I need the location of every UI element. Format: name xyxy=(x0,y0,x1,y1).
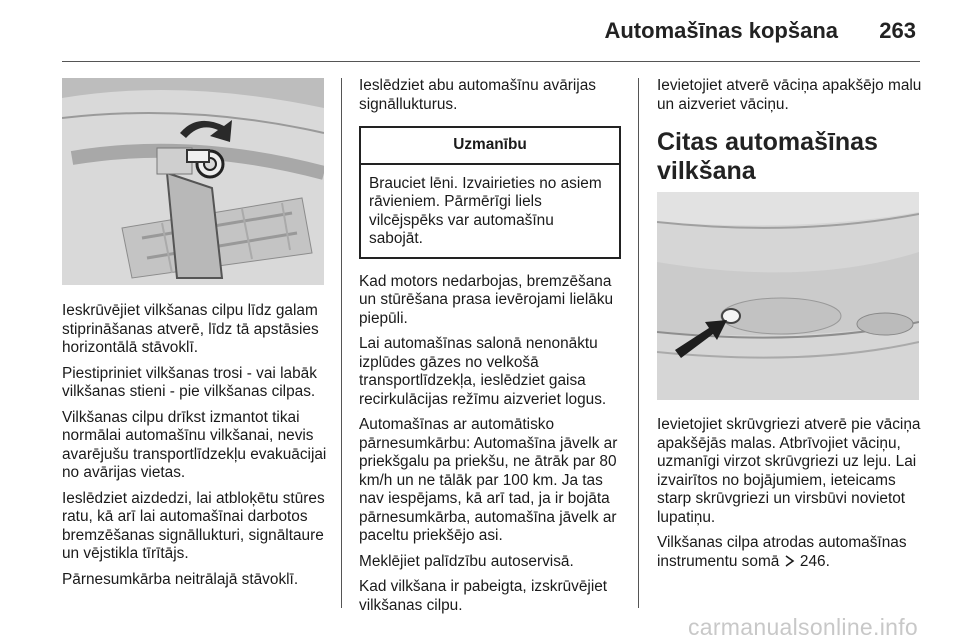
paragraph-seek-workshop: Meklējiet palīdzību autoservisā. xyxy=(359,552,574,570)
column-divider-1 xyxy=(341,78,342,608)
header-divider xyxy=(62,61,920,62)
page-number: 263 xyxy=(879,18,916,43)
towing-eye-illustration xyxy=(62,78,324,285)
text-column-2 xyxy=(359,77,627,622)
paragraph-screw-in-towing-eye: Ieskrūvējiet vilkšanas cilpu līdz galam stiprināšanas atverē, līdz tā apstāsies horizontālā stāvoklī. xyxy=(62,302,319,356)
paragraph-towing-eye-usage: Vilkšanas cilpu drīkst izmantot tikai normālai automašīnu vilkšanai, nevis avarējušu transportlīdzekļu evakuācijai no avārijas vietas. xyxy=(62,408,327,481)
caution-body: Brauciet lēni. Izvairieties no asiem rāvieniem. Pārmērīgi liels vilcējspēks var automašīnu sabojāt. xyxy=(369,174,602,247)
text-column-3 xyxy=(657,77,925,206)
paragraph-insert-screwdriver: Ievietojiet skrūvgriezi atverē pie vāciņa apakšējās malas. Atbrīvojiet vāciņu, uzmanīgi virzot skrūvgriezi uz leju. Lai izvairītos no bojājumiem, ieteicams starp skrūvgriezi un virsbūvi novietot lupatiņu. xyxy=(657,416,921,526)
text-column-3-lower xyxy=(657,416,925,578)
paragraph-attach-tow-rope: Piestipriniet vilkšanas trosi - vai labāk vilkšanas stieni - pie vilkšanas cilpas. xyxy=(62,364,317,400)
chapter-title: Automašīnas kopšana xyxy=(604,18,838,43)
paragraph-towing-eye-location xyxy=(657,534,925,571)
paragraph-air-recirculation: Lai automašīnas salonā nenonāktu izplūdes gāzes no velkošā transportlīdzekļa, ieslēdziet gaisa recirkulācijas režīmu aizveriet logus. xyxy=(359,335,607,408)
paragraph-close-cover: Ievietojiet atverē vāciņa apakšējo malu un aizveriet vāciņu. xyxy=(657,77,922,113)
column-divider-2 xyxy=(638,78,639,608)
rear-bumper-cover-illustration xyxy=(657,192,919,400)
paragraph-ignition-on: Ieslēdziet aizdedzi, lai atbloķētu stūres ratu, kā arī lai automašīnai darbotos bremzēšanas signāllukturi, signāltaure un vējstikla tīrītājs. xyxy=(62,489,325,562)
paragraph-automatic-transmission: Automašīnas ar automātisko pārnesumkārbu: Automašīna jāvelk ar priekšgalu pa priekšu, ne ātrāk par 80 km/h un ne tālāk par 100 km. Ja tas nav iespējams, kā arī tad, ja ir bojāta pārnesumkārba, automašīna jāvelk ar paceltu priekšējo asi. xyxy=(359,416,618,544)
text-column-1 xyxy=(62,302,330,596)
page-reference-arrow-icon xyxy=(784,554,796,568)
towing-eye-location-text: Vilkšanas cilpa atrodas automašīnas instrumentu somā xyxy=(657,534,907,570)
page-reference-number: 246. xyxy=(799,552,830,570)
caution-title: Uzmanību xyxy=(361,128,619,165)
caution-box xyxy=(359,126,621,259)
watermark: carmanualsonline.info xyxy=(687,614,918,640)
paragraph-unscrew-towing-eye: Kad vilkšana ir pabeigta, izskrūvējiet vilkšanas cilpu. xyxy=(359,578,608,614)
section-title-towing-other-vehicle: Citas automašīnas vilkšana xyxy=(657,128,878,185)
paragraph-hazard-lights: Ieslēdziet abu automašīnu avārijas signāllukturus. xyxy=(359,77,596,113)
paragraph-engine-off-effort: Kad motors nedarbojas, bremzēšana un stūrēšana prasa ievērojami lielāku piepūli. xyxy=(359,272,614,327)
paragraph-gearbox-neutral: Pārnesumkārba neitrālajā stāvoklī. xyxy=(62,570,299,588)
page-header xyxy=(0,0,960,60)
